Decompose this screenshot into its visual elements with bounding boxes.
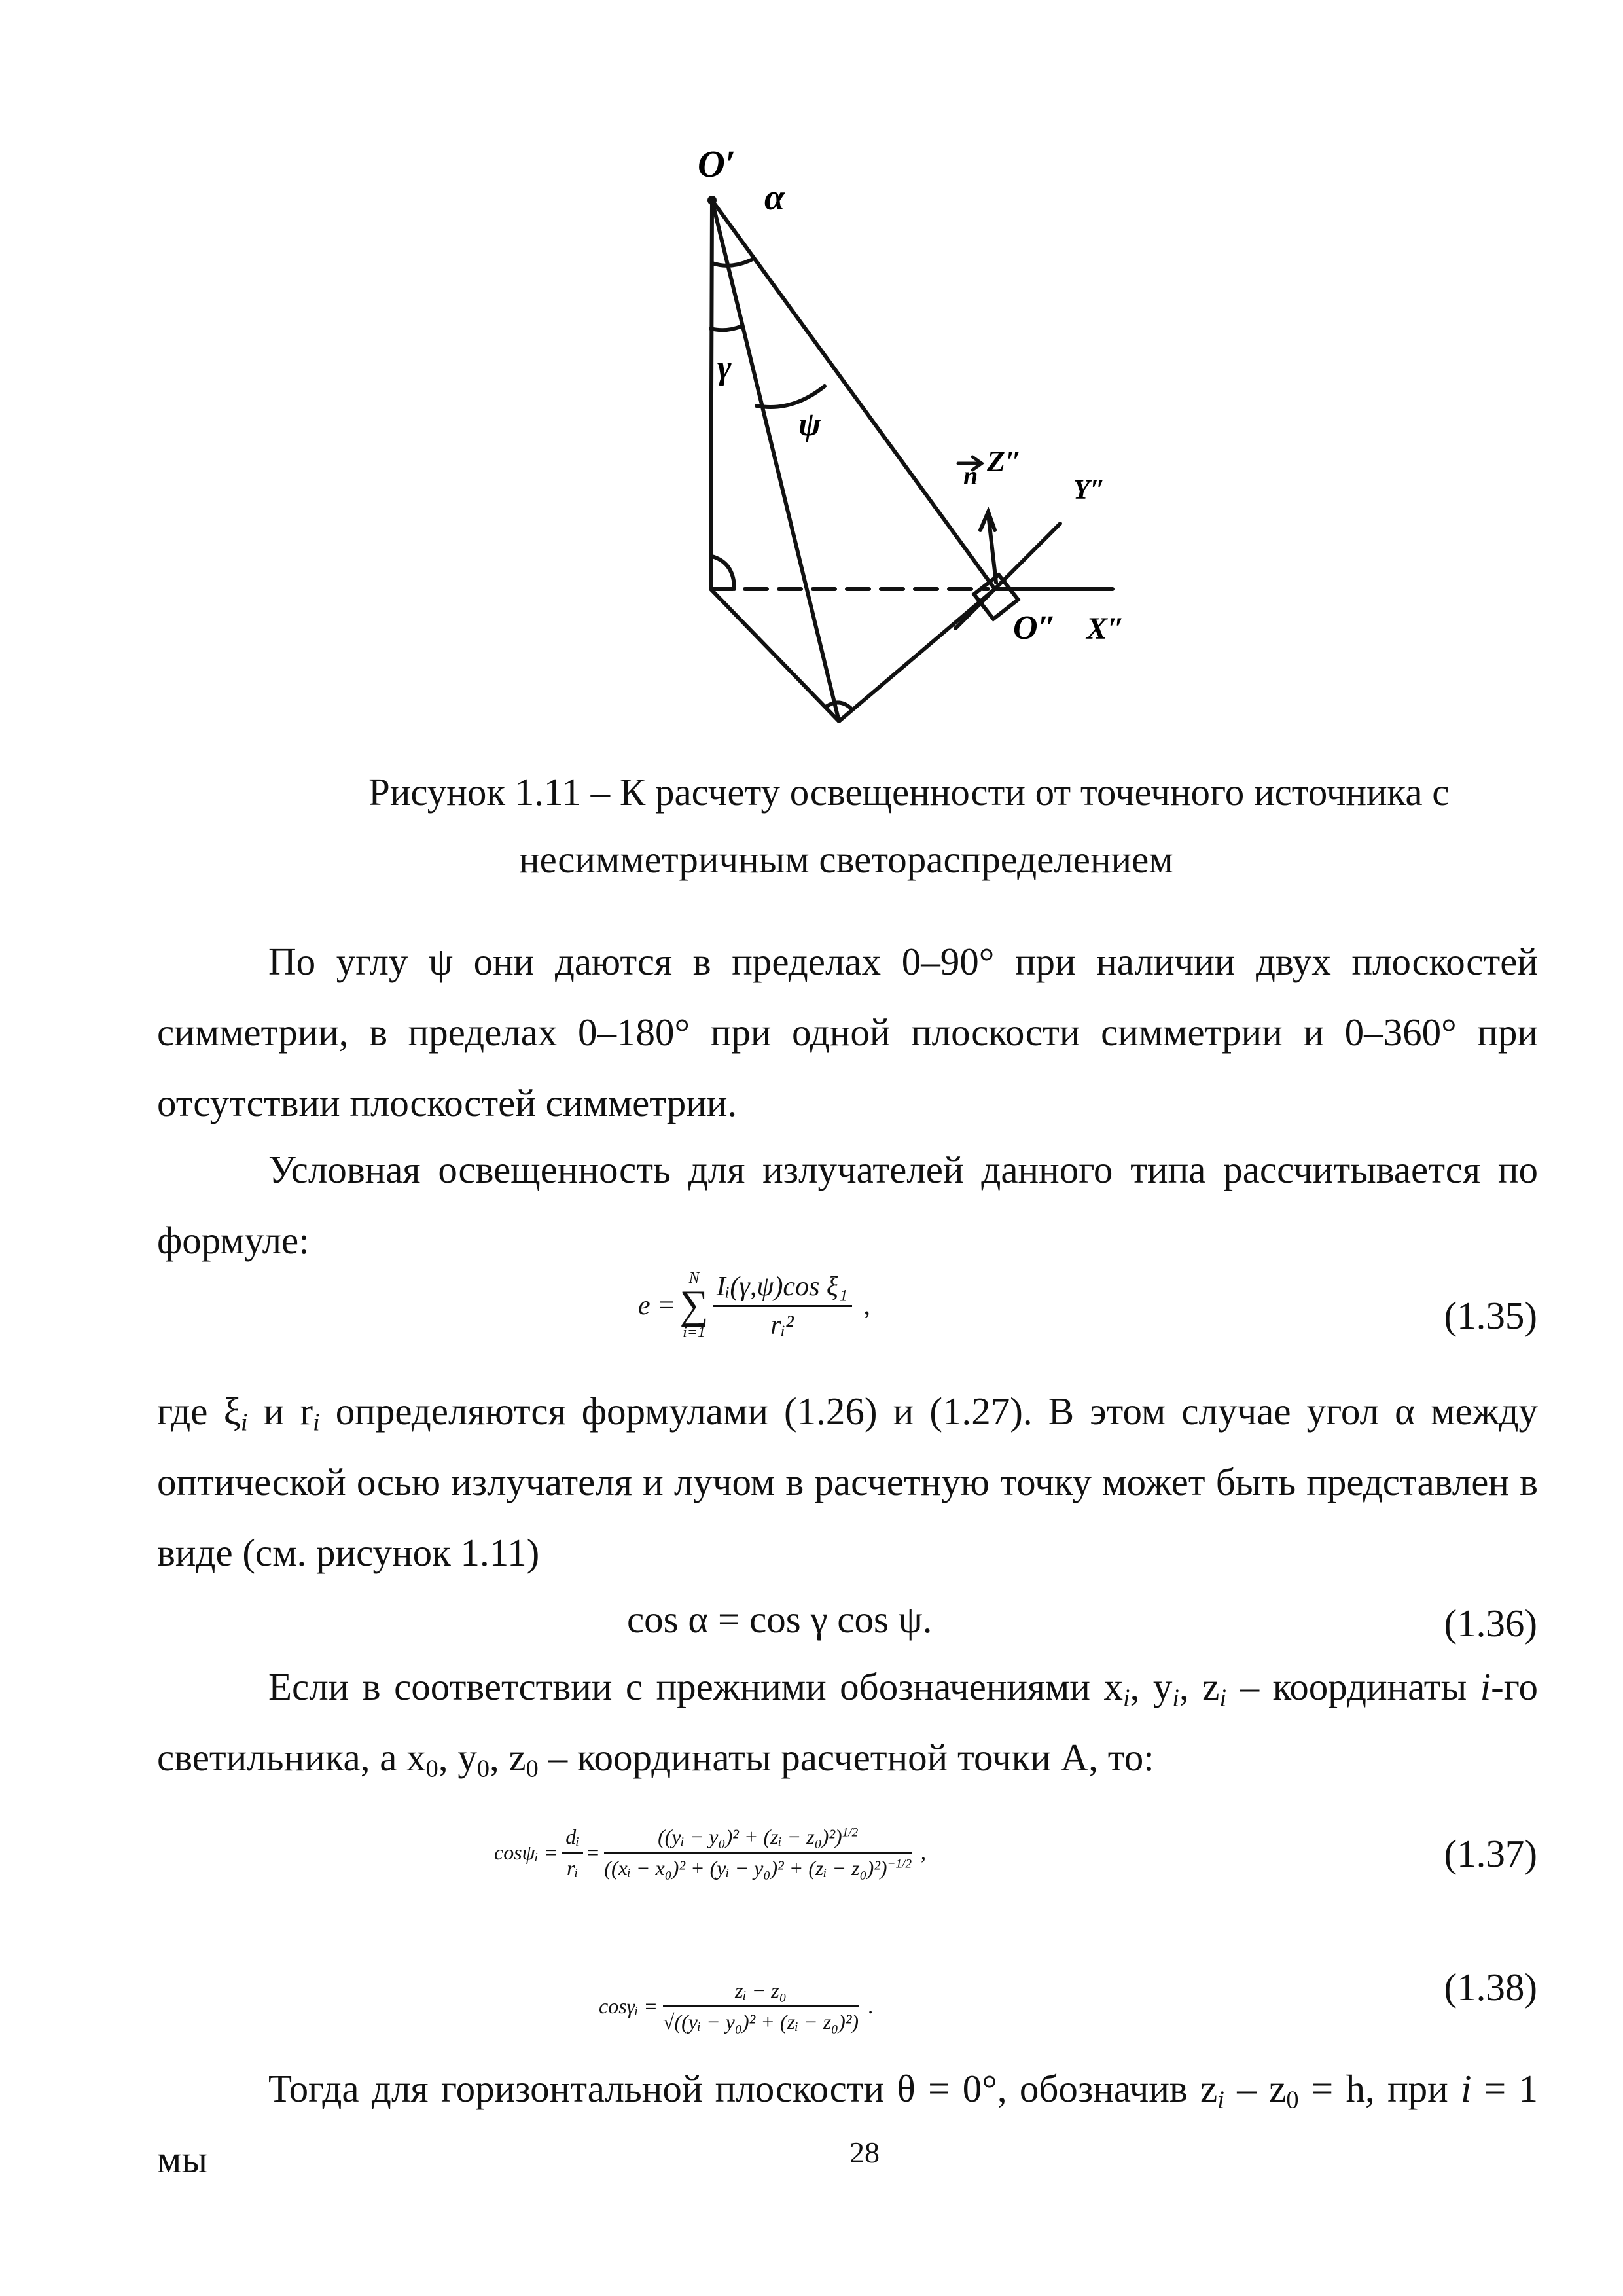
label-n: n [963, 461, 978, 490]
label-x-axis: X″ [1086, 611, 1125, 646]
foot-arc [712, 556, 734, 589]
figure-caption-line1: Рисунок 1.11 – К расчету освещенности от точечного источника с [368, 770, 1450, 814]
oprime-point [707, 196, 717, 205]
equation-number-1-35: (1.35) [1444, 1294, 1537, 1337]
equation-number-1-36: (1.36) [1444, 1602, 1537, 1645]
label-y-axis: Y″ [1073, 475, 1105, 505]
line-vertical [711, 200, 712, 589]
paragraph-5: Тогда для горизонтальной плоскости θ = 0°, обозначив $z_i - z_0 = h$, при i = 1 мы [157, 2067, 1539, 2181]
line-bottom-oprime2 [839, 589, 995, 721]
label-z-axis: Z″ [987, 444, 1022, 478]
equation-1-37: cosψᵢ = $\frac{\text{dᵢ}}{\text{rᵢ}}$ = $\frac{((yᵢ - y_0)^2 + (zᵢ - z_0)^2)^{1/2}}{((xᵢ - x_0)^2 + (yᵢ - y_0)^2 + (zᵢ - z_0)^2)^{-1/2}}$ , [494, 1824, 927, 1880]
line-to-bottom [712, 200, 839, 721]
line-foot-bottom [711, 589, 839, 721]
gamma-arc [711, 326, 742, 330]
label-oprime: O′ [698, 143, 736, 185]
label-oprime2: O″ [1013, 609, 1057, 647]
alpha-arc [712, 259, 753, 266]
label-gamma: γ [717, 349, 732, 386]
bottom-arc [826, 702, 851, 708]
equation-1-35: e = N ∑ i=1 $\frac{\text{Iᵢ(γ,ψ)cos ξ₁}}{\text{rᵢ²}}$ , [638, 1270, 870, 1341]
equation-1-38: cosγᵢ = $\frac{\text{zᵢ − z₀}}{\text{√((yᵢ − y₀)² + (zᵢ − z₀)²)}}$ . [599, 1978, 874, 2034]
equation-number-1-38: (1.38) [1444, 1965, 1537, 2009]
equation-1-36: cos α = cos γ cos ψ. [627, 1598, 933, 1641]
paragraph-3: где $\xi_i$ и $r_i$ определяются формулами (1.26) и (1.27). В этом случае угол α между оптической осью излучателя и лучом в расчетную точку может быть представлен в виде (см. рисунок 1.11) [157, 1390, 1538, 1574]
page-number: 28 [849, 2136, 880, 2169]
paragraph-2: Условная освещенность для излучателей данного типа рассчитывается по формуле: [157, 1148, 1538, 1262]
figure-caption-line2: несимметричным светораспределением [519, 838, 1173, 881]
label-alpha: α [764, 177, 785, 218]
equation-number-1-37: (1.37) [1444, 1832, 1537, 1875]
paragraph-1: По углу ψ они даются в пределах 0–90° при наличии двух плоскостей симметрии, в пределах 0–180° при одной плоскости симметрии и 0–360° при отсутствии плоскостей симметрии. [157, 940, 1538, 1124]
paragraph-4: Если в соответствии с прежними обозначениями $x_i$, $y_i$, $z_i$ – координаты i-го светильника, а $x_0$, $y_0$, $z_0$ – координаты расчетной точки А, то: [157, 1665, 1539, 1783]
label-psi: ψ [798, 406, 821, 443]
psi-arc [757, 386, 825, 407]
figure-1-11 [654, 131, 1178, 759]
